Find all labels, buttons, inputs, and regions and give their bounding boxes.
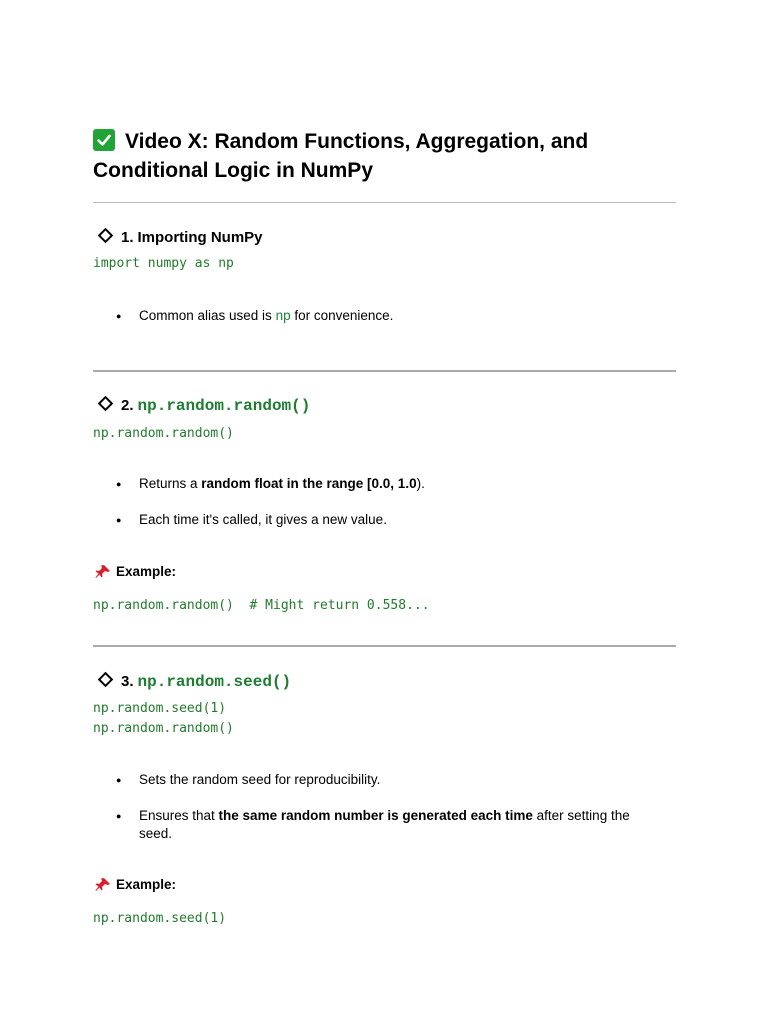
diamond-bullet-icon xyxy=(98,228,114,244)
divider xyxy=(93,645,676,647)
section-heading-text: Importing NumPy xyxy=(137,229,263,246)
section-heading-np-random-seed xyxy=(100,672,291,692)
list-item-text: for convenience. xyxy=(290,308,394,323)
list-item xyxy=(93,771,676,789)
list-item-text: Each time it's called, it gives a new value. xyxy=(139,512,387,527)
example-code: np.random.seed(1) xyxy=(93,911,227,926)
list-item xyxy=(93,475,676,493)
list-item-text: Ensures that xyxy=(139,808,219,823)
example-label xyxy=(95,563,176,581)
code-block: np.random.random() xyxy=(93,426,234,441)
diamond-bullet-icon xyxy=(98,396,114,412)
page-title-text: Video X: Random Functions, Aggregation, and Conditional Logic in NumPy xyxy=(93,130,589,182)
code-line: np.random.random() xyxy=(93,721,234,736)
page-title xyxy=(93,127,683,185)
section-heading-code: np.random.seed() xyxy=(137,673,292,691)
bold-text: the same random number is generated each time xyxy=(218,808,533,823)
divider xyxy=(93,202,676,203)
section-heading-importing-numpy xyxy=(100,228,263,248)
code-line: np.random.seed(1) xyxy=(93,701,227,716)
example-label-text: Example: xyxy=(116,564,177,579)
pushpin-icon xyxy=(95,877,111,891)
list-item-text: ). xyxy=(416,476,425,491)
divider xyxy=(93,370,676,372)
code-block: import numpy as np xyxy=(93,256,234,271)
bullet-list xyxy=(93,771,676,843)
section-heading-code: np.random.random() xyxy=(137,397,311,415)
list-item xyxy=(93,807,676,843)
list-item-text: Returns a xyxy=(139,476,202,491)
list-item xyxy=(93,511,676,529)
list-item-text: Sets the random seed for reproducibility. xyxy=(139,772,381,787)
section-number: 2. xyxy=(121,397,134,414)
bold-text: random float in the range [0.0, 1.0 xyxy=(201,476,417,491)
example-label-text: Example: xyxy=(116,877,177,892)
inline-code: np xyxy=(275,308,291,323)
example-label xyxy=(95,876,176,894)
list-item-text: Common alias used is xyxy=(139,308,276,323)
check-mark-icon xyxy=(93,129,115,151)
bullet-list xyxy=(93,307,676,325)
pushpin-icon xyxy=(95,564,111,578)
bullet-list xyxy=(93,475,676,529)
example-code: np.random.random() # Might return 0.558... xyxy=(93,598,430,613)
list-item xyxy=(93,307,676,325)
diamond-bullet-icon xyxy=(98,672,114,688)
list-item-text: after setting the seed. xyxy=(139,808,630,841)
section-heading-np-random-random xyxy=(100,396,310,416)
section-number: 3. xyxy=(121,673,134,690)
section-number: 1. xyxy=(121,229,134,246)
